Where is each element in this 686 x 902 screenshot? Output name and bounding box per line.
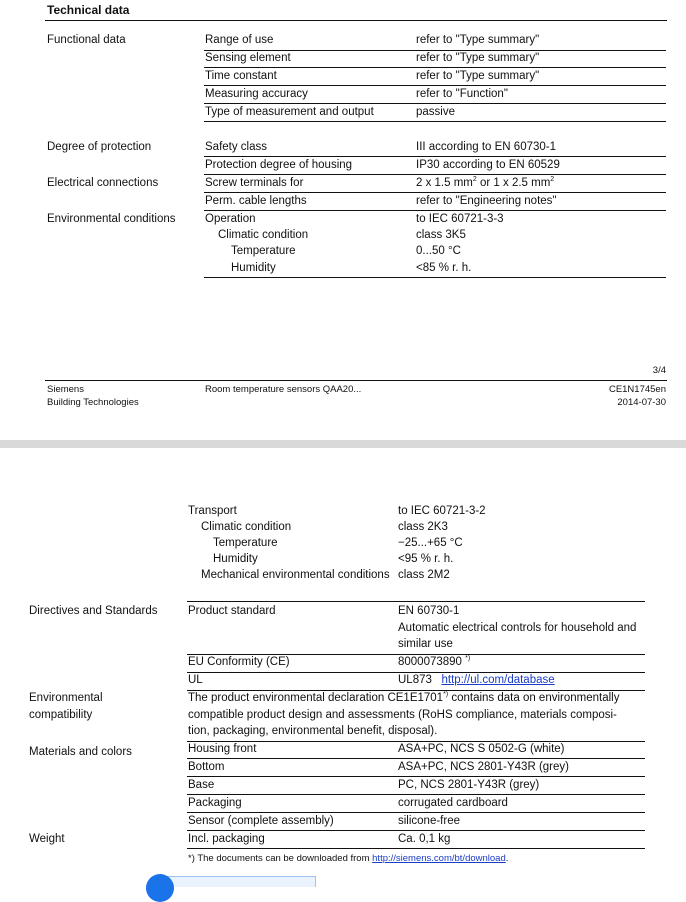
row-key: Safety class [205, 141, 267, 153]
row-key: Perm. cable lengths [205, 195, 307, 207]
floating-button-icon[interactable] [146, 874, 174, 902]
row-value: class 3K5 [416, 229, 466, 241]
footer-division: Building Technologies [47, 397, 139, 408]
row-rule [187, 812, 645, 813]
footnote: *) The documents can be downloaded from http://siemens.com/bt/download. [188, 853, 509, 864]
row-value: EN 60730-1 [398, 605, 460, 617]
page-separator [0, 440, 686, 448]
row-rule [187, 741, 645, 742]
row-key: Incl. packaging [188, 833, 265, 845]
group-label-materials: Materials and colors [29, 746, 132, 758]
row-rule [204, 192, 666, 193]
row-key: Time constant [205, 70, 277, 82]
section-rule [187, 601, 645, 602]
row-rule [187, 794, 645, 795]
row-value: to IEC 60721-3-2 [398, 505, 486, 517]
row-value: corrugated cardboard [398, 797, 508, 809]
row-value: ASA+PC, NCS S 0502-G (white) [398, 743, 565, 755]
footer-rule [45, 380, 667, 381]
row-key: Housing front [188, 743, 257, 755]
group-label-env-compat-2: compatibility [29, 709, 93, 721]
row-value: <85 % r. h. [416, 262, 472, 274]
row-key: UL [188, 674, 203, 686]
title-rule [45, 20, 667, 21]
floating-toolbar[interactable] [160, 876, 316, 887]
row-value: refer to "Type summary" [416, 52, 540, 64]
document-page-4 [0, 448, 686, 880]
row-key: Transport [188, 505, 237, 517]
row-rule [204, 50, 666, 51]
row-key: Humidity [231, 262, 276, 274]
footer-product: Room temperature sensors QAA20... [205, 384, 362, 395]
row-key: Base [188, 779, 215, 791]
row-key: Bottom [188, 761, 225, 773]
row-key: Humidity [213, 553, 258, 565]
row-value: III according to EN 60730-1 [416, 141, 556, 153]
row-key: Mechanical environmental conditions [201, 569, 390, 581]
row-value: ASA+PC, NCS 2801-Y43R (grey) [398, 761, 569, 773]
row-value: class 2M2 [398, 569, 450, 581]
group-label-env-compat-1: Environmental [29, 692, 103, 704]
ul-database-link[interactable]: http://ul.com/database [441, 674, 555, 686]
env-declaration-text: compatible product design and assessments (RoHS compliance, materials composi- [188, 709, 617, 721]
row-rule [187, 848, 645, 849]
footer-company: Siemens [47, 384, 84, 395]
env-declaration-text: tion, packaging, environmental benefit, disposal). [188, 725, 438, 737]
row-value: silicone-free [398, 815, 460, 827]
row-value: UL873 http://ul.com/database [398, 674, 555, 686]
row-rule [187, 830, 645, 831]
row-key: Sensing element [205, 52, 291, 64]
row-key: Climatic condition [201, 521, 292, 533]
row-key: Packaging [188, 797, 242, 809]
row-key: EU Conformity (CE) [188, 656, 290, 668]
row-rule [187, 654, 645, 655]
row-rule [204, 67, 666, 68]
row-rule [204, 210, 666, 211]
row-value: 2 x 1.5 $mm^2$ or 1 x 2.5 $mm^2$ [416, 176, 555, 189]
row-value: −25...+65 °C [398, 537, 463, 549]
row-key: Operation [205, 213, 256, 225]
row-value: refer to "Function" [416, 88, 508, 100]
env-declaration-text: The product environmental declaration CE1E1701*) contains data on environmentally [188, 691, 620, 704]
row-value: Ca. 0,1 kg [398, 833, 451, 845]
row-value: PC, NCS 2801-Y43R (grey) [398, 779, 540, 791]
footer-date: 2014-07-30 [617, 397, 666, 408]
row-rule [204, 121, 666, 122]
row-key: Range of use [205, 34, 274, 46]
row-value: to IEC 60721-3-3 [416, 213, 504, 225]
row-value: 0...50 °C [416, 245, 461, 257]
row-value: refer to "Engineering notes" [416, 195, 557, 207]
row-value: similar use [398, 638, 453, 650]
row-rule [187, 672, 645, 673]
row-value: class 2K3 [398, 521, 448, 533]
document-page-3 [0, 0, 686, 435]
row-key: Temperature [213, 537, 278, 549]
group-label-electrical: Electrical connections [47, 177, 159, 189]
row-rule [187, 758, 645, 759]
row-key: Type of measurement and output [205, 106, 374, 118]
row-key: Measuring accuracy [205, 88, 308, 100]
group-label-environmental: Environmental conditions [47, 213, 176, 225]
row-value: IP30 according to EN 60529 [416, 159, 560, 171]
row-value: refer to "Type summary" [416, 34, 540, 46]
row-key: Climatic condition [218, 229, 309, 241]
group-label-protection: Degree of protection [47, 141, 152, 153]
row-key: Screw terminals for [205, 177, 304, 189]
group-label-directives: Directives and Standards [29, 605, 158, 617]
row-rule [204, 103, 666, 104]
row-value: Automatic electrical controls for household and [398, 622, 637, 634]
group-label-functional: Functional data [47, 34, 126, 46]
row-value: refer to "Type summary" [416, 70, 540, 82]
siemens-download-link[interactable]: http://siemens.com/bt/download [372, 853, 506, 864]
row-rule [204, 277, 666, 278]
row-rule [187, 776, 645, 777]
row-key: Sensor (complete assembly) [188, 815, 334, 827]
row-key: Protection degree of housing [205, 159, 353, 171]
group-label-weight: Weight [29, 833, 65, 845]
row-key: Temperature [231, 245, 296, 257]
row-value: 8000073890 *) [398, 655, 471, 668]
page-number: 3/4 [652, 365, 666, 376]
footer-doc-id: CE1N1745en [608, 384, 666, 395]
row-rule [204, 156, 666, 157]
row-rule [187, 690, 645, 691]
row-rule [204, 85, 666, 86]
section-title: Technical data [47, 3, 130, 17]
row-rule [204, 174, 666, 175]
row-value: <95 % r. h. [398, 553, 454, 565]
row-value: passive [416, 106, 455, 118]
row-key: Product standard [188, 605, 276, 617]
